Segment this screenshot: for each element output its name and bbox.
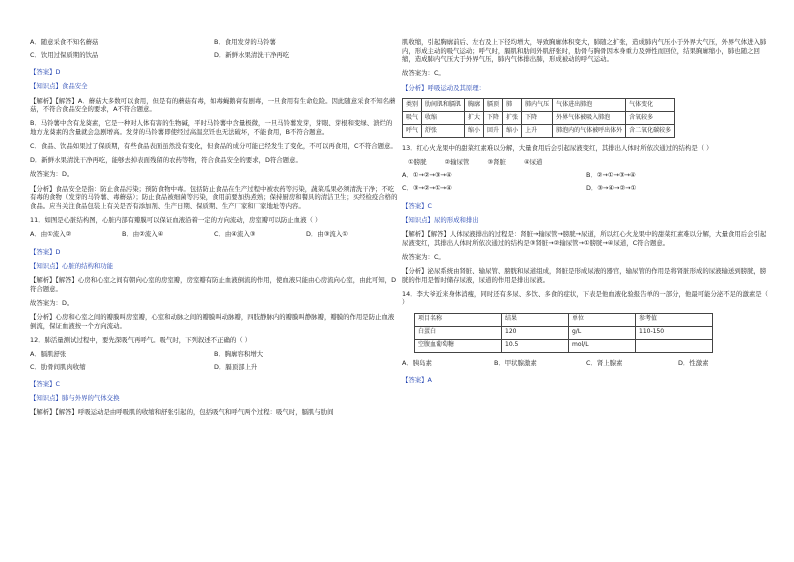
table-cell: 单位 <box>569 313 636 326</box>
q13-stem: 13．红心火龙果中的甜菜红素难以分解，大量食用后会引起尿液变红，其排出人体时所依次通过的结构是（ ） <box>402 143 713 152</box>
q12-stem: 12．肺活量测试过程中，要先深吸气再呼气。吸气时，下列叙述不正确的（ ） <box>30 335 252 344</box>
table-cell: 10.5 <box>502 339 569 352</box>
q12-analysis: 【解析】【解答】呼吸运动是由呼吸肌的收缩和舒张引起的，包括吸气和呼气两个过程：吸气时，膈肌与肋间 <box>30 408 334 417</box>
table-cell: 含二氧化碳较多 <box>626 124 675 137</box>
table-cell: 白蛋白 <box>415 326 502 339</box>
q14-option-a: A．胰岛素 <box>402 358 432 367</box>
q13-option-d: D．③→④→②→① <box>586 184 637 193</box>
table-cell: 结果 <box>502 313 569 326</box>
q11-options <box>30 230 398 243</box>
q13-option-b: B．②→①→③→④ <box>586 171 636 180</box>
q13-final-answer: 故答案为：C。 <box>402 252 445 261</box>
q12-option-c: C．肋骨间肌肉收缩 <box>30 362 86 371</box>
q12-summary: 【分析】呼吸运动及其原理： <box>402 83 486 92</box>
table-cell: 回升 <box>484 124 503 137</box>
q10-answer: 【答案】D <box>30 68 61 77</box>
q13-item: ④尿道 <box>523 157 543 166</box>
table-cell: 110-150 <box>636 326 713 339</box>
table-cell: 肺泡内的气体被呼出体外 <box>553 124 626 137</box>
q11-analysis: 【解析】【解答】心房和心室之间有朝向心室的房室瓣，房室瓣有防止血液倒流的作用，使血液只能由心房流向心室，由此可知，D符合题意。 <box>30 276 396 293</box>
table-cell: 外界气体被吸入肺泡 <box>553 111 626 124</box>
table-cell: g/L <box>569 326 636 339</box>
q10-option-a: A．随意采食不知名蘑菇 <box>30 38 99 46</box>
table-row <box>403 98 675 111</box>
table-cell: 收缩 <box>422 111 465 124</box>
table-cell: 空腹血葡萄糖 <box>415 339 502 352</box>
q12-knowledge-point: 【知识点】肺与外界的气体交换 <box>30 394 120 403</box>
q12-answer: 【答案】C <box>30 380 61 389</box>
table-cell: 舒张 <box>422 124 465 137</box>
table-cell: 胸廓 <box>465 98 484 111</box>
q11-summary: 【分析】心房和心室之间的瓣膜叫房室瓣，心室和动脉之间的瓣膜叫动脉瓣，四肢静脉内的瓣膜叫静脉瓣，瓣膜的作用是防止血液倒流，保证血液按一个方向流动。 <box>30 312 395 330</box>
table-cell: 缩小 <box>465 124 484 137</box>
right-column <box>402 38 770 390</box>
table-row <box>403 111 675 124</box>
q10-analysis-d: D．新鲜水果清洗干净再吃，能够去掉表面残留的农药等物，符合食品安全的要求，D符合题意。 <box>30 156 302 165</box>
table-cell: 肺内气压 <box>522 98 553 111</box>
q12-option-a: A．膈肌舒张 <box>30 349 67 358</box>
q11-final-answer: 故答案为：D。 <box>30 298 74 307</box>
q12-final-answer: 故答案为：C。 <box>402 69 445 78</box>
q14-option-b: B．甲状腺激素 <box>494 358 537 367</box>
q10-knowledge-point: 【知识点】食品安全 <box>30 82 88 91</box>
table-cell: 气体变化 <box>626 98 675 111</box>
table-cell: 上升 <box>522 124 553 137</box>
q10-option-b: B．食用发芽的马铃薯 <box>214 38 276 46</box>
table-cell: 下降 <box>522 111 553 124</box>
table-cell: 项目名称 <box>415 313 502 326</box>
q13-item: ①膀胱 <box>408 157 427 166</box>
q13-knowledge-point: 【知识点】尿的形成和排出 <box>402 215 479 224</box>
q10-option-c: C．饮用过保质期的饮品 <box>30 50 99 59</box>
q14-stem: 14．李大爷近来身体消瘦，同时还有多尿、多饮、多食的症状，下表是他血液化验报告单的一部分，他最可能分泌不足的激素是（ ） <box>402 289 769 307</box>
q11-option-c: C．由④流入③ <box>214 230 256 239</box>
table-row <box>415 313 713 326</box>
q10-analysis-c: C．食品、饮品如果过了保质期，有些食品表面虽然没有变化，但食品的成分可能已经发生了变化，不可以再食用，C不符合题意。 <box>30 142 397 151</box>
q11-option-b: B．由②流入④ <box>122 230 164 239</box>
q11-knowledge-point: 【知识点】心脏的结构和功能 <box>30 261 114 270</box>
q10-final-answer: 故答案为：D。 <box>30 170 74 179</box>
q10-options <box>30 38 398 63</box>
q11-option-a: A．由①流入② <box>30 230 72 239</box>
q11-option-d: D．由③流入① <box>306 230 348 239</box>
table-cell: 膈顶 <box>484 98 503 111</box>
blood-test-table <box>414 313 713 353</box>
q12-analysis-continued: 肌收缩，引起胸廓前后、左右及上下径均增大，导致胸廓体积变大，肺随之扩张，造成肺内气压小于外界大气压，外界气体进入肺内，形成主动的吸气运动；呼气时，膈肌和肋间外肌舒张时，肋骨与胸骨因本身重力及弹性而回位，结果胸廓缩小，肺也随之回缩，造成肺内气压大于外界气压，肺内气体排出肺，形成被动的呼气运动。 <box>402 38 767 64</box>
table-cell: 下降 <box>484 111 503 124</box>
q10-option-d: D．新鲜水果清洗干净再吃 <box>214 50 290 59</box>
table-cell: 呼气 <box>403 124 422 137</box>
q12-option-b: B．胸廓容积增大 <box>214 349 264 358</box>
q13-options <box>402 171 770 196</box>
q11-stem: 11．如图是心脏结构图，心脏内部有瓣膜可以保证血液沿着一定的方向流动，房室瓣可以防止血液（ ） <box>30 215 322 224</box>
q13-item: ③肾脏 <box>487 157 506 166</box>
table-cell: 参考值 <box>636 313 713 326</box>
q14-options <box>402 359 770 372</box>
q14-answer: 【答案】A <box>402 376 432 385</box>
q12-options <box>30 350 398 375</box>
q10-summary: 【分析】食品安全是指：防止食品污染；预防食物中毒。包括防止食品在生产过程中被农药等污染，蔬菜瓜果必须清洗干净；不吃有毒的食物（发芽的马铃薯、毒蘑菇）；防止食品被细菌等污染，食用前要加热煮熟；保持厨房和餐具的清洁卫生；买经检疫合格的食品。应当关注食品包装上有关是否有添加剂、生产日期、保质期、生产厂家和厂家地址等内容。 <box>30 184 398 210</box>
table-cell <box>636 339 713 352</box>
q13-analysis: 【解析】【解答】人体尿液排出的过程是：肾脏→输尿管→膀胱→尿道，所以红心火龙果中的甜菜红素难以分解，大量食用后会引起尿液变红，其排出人体时所依次通过的结构是③肾脏→②输尿管→①膀胱→④尿道，C符合题意。 <box>402 230 767 247</box>
breathing-table <box>402 98 675 138</box>
q10-analysis: 【解析】【解答】A．蘑菇大多数可以食用，但是有的蘑菇有毒，如毒蝇鹅膏有剧毒，一旦食用有生命危险。因此随意采食不知名蘑菇，不符合食品安全的要求，A不符合题意。 <box>30 96 396 114</box>
q13-answer: 【答案】C <box>402 201 433 210</box>
q13-structures <box>408 158 770 167</box>
q14-option-c: C．肾上腺素 <box>586 358 623 367</box>
q14-option-d: D．性激素 <box>678 358 709 367</box>
table-cell: 缩小 <box>503 124 522 137</box>
q13-option-c: C．③→②→①→④ <box>402 184 452 193</box>
table-row <box>403 124 675 137</box>
table-cell: 扩大 <box>465 111 484 124</box>
table-row <box>415 339 713 352</box>
table-cell: 肋间肌和膈肌 <box>422 98 465 111</box>
q12-option-d: D．膈顶部上升 <box>214 362 258 371</box>
q11-answer: 【答案】D <box>30 247 61 256</box>
q10-analysis-b: B．马铃薯中含有龙葵素，它是一种对人体有害的生物碱，平时马铃薯中含量极微，一旦马铃薯发芽，芽眼、芽根和变绿、溃烂的地方龙葵素的含量就会急剧增高。发芽的马铃薯即使经过高温烹饪也无法破坏，不能食用，B不符合题意。 <box>30 119 393 136</box>
table-cell: 肺 <box>503 98 522 111</box>
left-column <box>30 38 398 423</box>
q13-summary: 【分析】泌尿系统由肾脏、输尿管、膀胱和尿道组成，肾脏是形成尿液的器官，输尿管的作用是将肾脏形成的尿液输送到膀胱，膀胱的作用是暂时储存尿液，尿道的作用是排出尿液。 <box>402 266 767 284</box>
table-cell: 含氧较多 <box>626 111 675 124</box>
table-cell: 扩张 <box>503 111 522 124</box>
q13-item: ②输尿管 <box>444 157 470 166</box>
table-row <box>415 326 713 339</box>
table-cell: 气体进出肺泡 <box>553 98 626 111</box>
table-cell: 吸气 <box>403 111 422 124</box>
table-cell: 120 <box>502 326 569 339</box>
table-cell: 类别 <box>403 98 422 111</box>
table-cell: mol/L <box>569 339 636 352</box>
q13-option-a: A．①→②→③→④ <box>402 171 452 180</box>
